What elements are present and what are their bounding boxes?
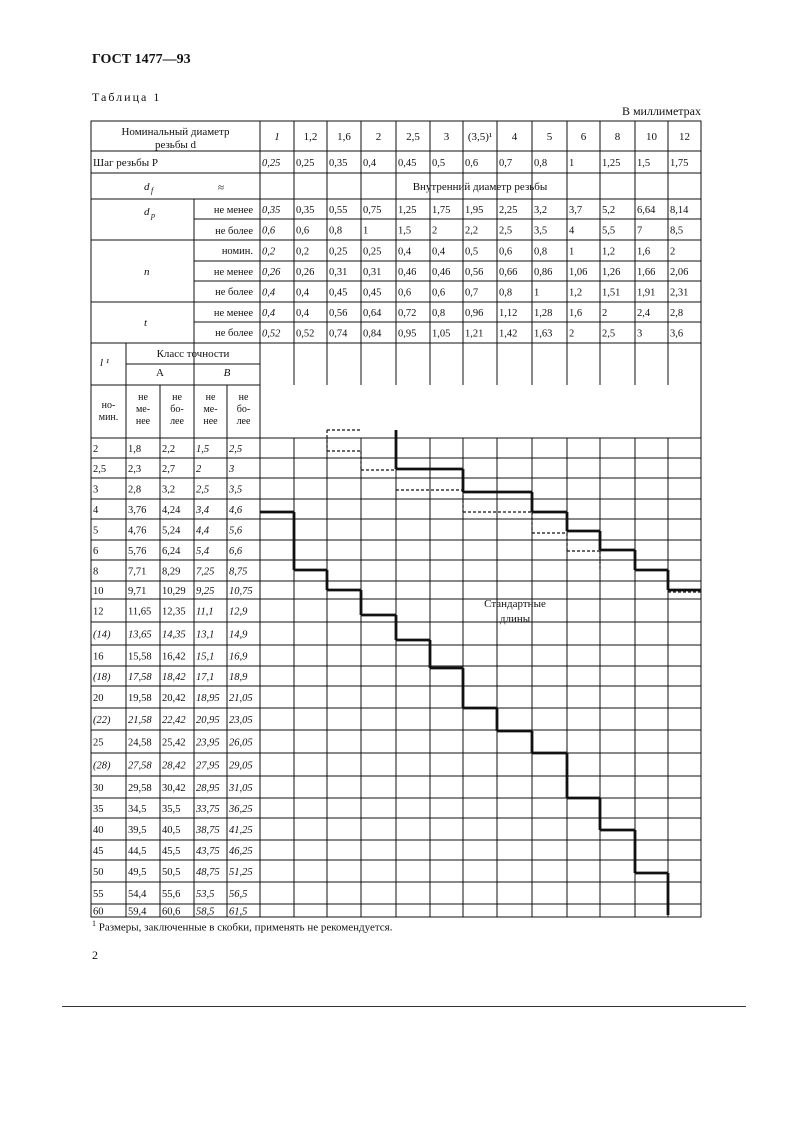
dp-min-value: 8,14 — [670, 205, 689, 216]
length-value: 18,9 — [229, 672, 248, 683]
min-label: не менее — [213, 205, 253, 216]
accuracy-class-label: Класс точности — [156, 348, 230, 360]
max-head: бо- — [236, 404, 251, 415]
t-max-value: 1,05 — [432, 328, 451, 340]
nominal-head: но- — [101, 400, 116, 411]
dp-min-value: 2,25 — [499, 205, 518, 216]
length-value: 49,5 — [128, 867, 147, 878]
nominal-diameter-header: резьбы d — [154, 139, 197, 151]
dp-max-value: 2,2 — [465, 225, 479, 237]
length-value: 15,1 — [196, 651, 215, 663]
length-value: 3,5 — [229, 484, 243, 496]
length-value: 5,24 — [162, 525, 181, 537]
diameter-value: 8 — [614, 131, 621, 143]
length-value: 13,65 — [128, 629, 152, 641]
length-value: 8,29 — [162, 566, 181, 578]
n-nominal-value: 0,2 — [296, 246, 310, 258]
length-value: 2,5 — [93, 464, 107, 475]
t-max-value: 0,95 — [398, 328, 417, 340]
n-min-value: 0,66 — [499, 267, 518, 278]
diameter-value: 5 — [546, 131, 553, 143]
n-nominal-value: 0,25 — [329, 246, 348, 258]
length-value: 29,05 — [229, 760, 253, 772]
pitch-value: 1,5 — [637, 158, 651, 169]
dp-max-value: 5,5 — [602, 225, 616, 237]
t-max-value: 0,52 — [296, 328, 315, 340]
length-value: 50,5 — [162, 867, 181, 878]
length-value: 10 — [93, 586, 104, 597]
n-max-value: 1,51 — [602, 287, 621, 299]
dp-max-value: 8,5 — [670, 225, 684, 237]
length-value: 23,95 — [196, 737, 220, 749]
class-a-label: А — [156, 367, 164, 379]
pitch-value: 0,7 — [499, 158, 513, 169]
t-min-value: 1,28 — [534, 308, 553, 319]
length-value: 48,75 — [196, 867, 220, 878]
length-value: 3,4 — [196, 505, 210, 516]
min-head: нее — [135, 416, 151, 427]
diameter-value: 6 — [580, 131, 587, 143]
length-value: 31,05 — [229, 783, 253, 794]
dp-max-value: 3,5 — [534, 225, 548, 237]
length-value: 2,3 — [128, 464, 142, 475]
dp-max-value: 1 — [363, 225, 369, 237]
length-value: 9,25 — [196, 586, 215, 597]
min-label: не менее — [213, 308, 253, 319]
dp-min-value: 1,75 — [432, 205, 451, 216]
length-value: 45,5 — [162, 846, 181, 857]
max-label: не более — [215, 287, 253, 298]
length-value: 10,75 — [229, 586, 253, 597]
nominal-diameter-header: Номинальный диаметр — [121, 126, 230, 138]
n-nominal-value: 1,2 — [602, 246, 616, 258]
max-head: бо- — [170, 404, 184, 415]
max-head: не — [172, 392, 182, 403]
dp-max-value: 4 — [569, 225, 575, 237]
pitch-label: Шаг резьбы P — [93, 157, 158, 169]
n-nominal-value: 0,25 — [363, 246, 382, 258]
length-value: (22) — [93, 715, 111, 726]
t-max-value: 0,84 — [363, 328, 382, 340]
diameter-value: 10 — [646, 131, 657, 143]
length-value: 40 — [93, 825, 104, 836]
n-max-value: 2,31 — [670, 287, 689, 299]
length-value: 3 — [229, 464, 235, 475]
length-value: 61,5 — [229, 906, 248, 918]
n-max-value: 0,7 — [465, 287, 479, 299]
max-label: не более — [215, 226, 253, 237]
length-value: 2,5 — [196, 484, 210, 496]
dp-max-value: 7 — [637, 225, 643, 237]
t-max-value: 2 — [569, 328, 575, 340]
n-min-value: 1,66 — [637, 267, 656, 278]
n-min-value: 0,46 — [398, 267, 417, 278]
dp-min-value: 0,75 — [363, 205, 382, 216]
pitch-value: 0,45 — [398, 158, 417, 169]
length-value: 30 — [93, 783, 104, 794]
length-value: 39,5 — [128, 825, 147, 836]
length-value: 26,05 — [229, 737, 253, 749]
length-value: 4,24 — [162, 505, 181, 516]
diameter-value: 1,2 — [303, 131, 318, 143]
t-min-value: 0,8 — [432, 308, 446, 319]
length-value: 8,75 — [229, 566, 248, 578]
length-value: 5 — [93, 525, 99, 537]
t-min-value: 0,96 — [465, 308, 484, 319]
units-label: В миллиметрах — [621, 104, 701, 118]
standard-lengths-label: Стандартные — [484, 598, 546, 610]
dp-max-value: 0,6 — [296, 225, 310, 237]
length-value: 16 — [93, 651, 104, 663]
class-b-label: В — [223, 367, 231, 379]
dp-min-value: 1,25 — [398, 205, 417, 216]
length-value: 5,76 — [128, 546, 147, 557]
n-min-value: 0,26 — [296, 267, 315, 278]
length-value: 4 — [93, 505, 99, 516]
length-value: 15,58 — [128, 651, 152, 663]
pitch-value: 0,25 — [296, 158, 315, 169]
pitch-value: 1,25 — [602, 158, 621, 169]
dp-max-value: 2,5 — [499, 225, 513, 237]
t-max-value: 3 — [637, 328, 643, 340]
length-value: 20,42 — [162, 693, 186, 704]
length-value: 2,2 — [162, 444, 176, 455]
length-value: 53,5 — [196, 889, 215, 900]
inner-diameter-label: Внутренний диаметр резьбы — [412, 181, 548, 193]
length-value: 27,58 — [128, 760, 152, 772]
dp-min-value: 0,35 — [296, 205, 315, 216]
n-label: n — [144, 266, 150, 278]
length-value: 34,5 — [128, 804, 147, 815]
approx-sign: ≈ — [218, 182, 225, 194]
length-value: 51,25 — [229, 867, 253, 878]
length-value: 2,7 — [162, 464, 176, 475]
length-value: 17,1 — [196, 672, 215, 683]
t-label: t — [144, 317, 148, 329]
length-value: 20,95 — [196, 715, 220, 726]
diameter-value: 2,5 — [406, 131, 420, 143]
n-min-value: 0,86 — [534, 267, 553, 278]
length-value: 36,25 — [229, 804, 253, 815]
length-value: 23,05 — [229, 715, 253, 726]
dp-max-value: 0,8 — [329, 225, 343, 237]
length-value: 6,6 — [229, 546, 243, 557]
t-min-value: 0,56 — [329, 308, 348, 319]
n-max-value: 0,8 — [499, 287, 513, 299]
n-max-value: 0,6 — [398, 287, 412, 299]
length-value: 35,5 — [162, 804, 181, 815]
n-max-value: 1 — [534, 287, 540, 299]
length-value: 43,75 — [196, 846, 220, 857]
length-value: 5,6 — [229, 525, 243, 537]
length-value: 7,25 — [196, 566, 215, 578]
length-value: 13,1 — [196, 629, 215, 641]
df-label: d — [144, 181, 150, 193]
length-value: 25,42 — [162, 737, 186, 749]
t-min-value: 2,4 — [637, 308, 651, 319]
dp-min-value: 3,2 — [534, 205, 548, 216]
n-max-value: 0,6 — [432, 287, 446, 299]
length-value: 9,71 — [128, 586, 147, 597]
length-value: 8 — [93, 566, 99, 578]
n-min-value: 2,06 — [670, 267, 689, 278]
pitch-value: 0,6 — [465, 158, 479, 169]
length-value: 14,9 — [229, 629, 248, 641]
length-value: 18,42 — [162, 672, 186, 683]
length-value: (14) — [93, 629, 111, 641]
length-value: 60,6 — [162, 906, 181, 918]
length-value: 28,95 — [196, 783, 220, 794]
length-value: 11,1 — [196, 606, 214, 618]
min-head: ме- — [203, 404, 218, 415]
length-value: 24,58 — [128, 737, 152, 749]
length-value: 7,71 — [128, 566, 147, 578]
n-nominal-value: 0,4 — [432, 246, 446, 258]
min-head: ме- — [135, 404, 151, 415]
length-value: 45 — [93, 846, 104, 857]
length-value: 40,5 — [162, 825, 181, 836]
footnote-text: Размеры, заключенные в скобки, применять не рекомендуется. — [98, 921, 393, 934]
length-value: 21,05 — [229, 693, 253, 704]
nominal-head: мин. — [98, 412, 119, 423]
footnote-mark: 1 — [92, 919, 96, 928]
diameter-value: 12 — [679, 131, 690, 143]
n-nominal-value: 1 — [569, 246, 575, 258]
dp-max-value: 1,5 — [398, 225, 412, 237]
min-head: нее — [203, 416, 218, 427]
t-max-value: 2,5 — [602, 328, 616, 340]
length-value: 55 — [93, 889, 104, 900]
length-value: 2 — [93, 444, 99, 455]
length-value: 20 — [93, 693, 104, 704]
n-min-value: 0,31 — [329, 267, 348, 278]
t-min-value: 2 — [602, 308, 608, 319]
t-max-value: 1,42 — [499, 328, 518, 340]
t-min-value: 1,6 — [569, 308, 583, 319]
t-min-value: 2,8 — [670, 308, 684, 319]
t-max-value: 0,52 — [262, 328, 281, 340]
length-value: 6 — [93, 546, 99, 557]
length-value: 27,95 — [196, 760, 220, 772]
n-min-value: 1,26 — [602, 267, 621, 278]
n-max-value: 0,4 — [262, 287, 276, 299]
length-value: 4,76 — [128, 525, 147, 537]
length-value: 12,9 — [229, 606, 248, 618]
dp-min-value: 6,64 — [637, 205, 656, 216]
length-value: 4,6 — [229, 505, 243, 516]
length-value: 60 — [93, 906, 104, 918]
max-label: не более — [215, 328, 253, 339]
length-value: 3,2 — [162, 484, 176, 496]
length-value: 21,58 — [128, 715, 152, 726]
dp-max-value: 2 — [432, 225, 438, 237]
length-value: 33,75 — [196, 804, 220, 815]
pitch-value: 0,25 — [262, 158, 281, 169]
document-header: ГОСТ 1477—93 — [92, 52, 191, 67]
t-min-value: 0,64 — [363, 308, 382, 319]
nominal-label: номин. — [221, 246, 253, 257]
length-value: 10,29 — [162, 586, 186, 597]
dp-min-value: 5,2 — [602, 205, 616, 216]
length-value: 59,4 — [128, 906, 147, 918]
n-nominal-value: 0,2 — [262, 246, 276, 258]
length-value: 11,65 — [128, 606, 152, 618]
bottom-rule — [62, 1006, 746, 1007]
t-min-value: 0,72 — [398, 308, 417, 319]
dp-max-value: 0,6 — [262, 225, 276, 237]
n-min-value: 0,26 — [262, 267, 281, 278]
length-value: 56,5 — [229, 889, 248, 900]
table-label: Таблица 1 — [92, 90, 162, 104]
length-value: 2,8 — [128, 484, 142, 496]
diameter-value: 1,6 — [337, 131, 351, 143]
length-value: 2,5 — [229, 444, 243, 455]
length-label: l ¹ — [100, 357, 110, 369]
dp-min-value: 1,95 — [465, 205, 484, 216]
diameter-value: 1 — [274, 131, 280, 143]
length-value: 4,4 — [196, 525, 210, 537]
length-value: 28,42 — [162, 760, 186, 772]
min-label: не менее — [213, 267, 253, 278]
t-max-value: 0,74 — [329, 328, 348, 340]
n-max-value: 1,91 — [637, 287, 656, 299]
n-nominal-value: 0,6 — [499, 246, 513, 258]
length-value: 35 — [93, 804, 104, 815]
length-value: 55,6 — [162, 889, 181, 900]
n-nominal-value: 0,5 — [465, 246, 479, 258]
diameter-value: 4 — [511, 131, 518, 143]
diameter-value: 3 — [443, 131, 450, 143]
length-value: 6,24 — [162, 546, 181, 557]
pitch-value: 1,75 — [670, 158, 689, 169]
n-nominal-value: 0,8 — [534, 246, 548, 258]
length-value: 50 — [93, 867, 104, 878]
length-value: 19,58 — [128, 693, 152, 704]
t-min-value: 0,4 — [262, 308, 276, 319]
n-max-value: 0,45 — [329, 287, 348, 299]
pitch-value: 1 — [569, 158, 575, 169]
diameter-value: 2 — [375, 131, 382, 143]
length-value: 1,5 — [196, 444, 210, 455]
length-value: 25 — [93, 737, 104, 749]
length-value: 29,58 — [128, 783, 152, 794]
length-value: 14,35 — [162, 629, 186, 641]
n-max-value: 1,2 — [569, 287, 583, 299]
length-value: 38,75 — [196, 825, 220, 836]
dp-label: d — [144, 206, 150, 218]
max-head: лее — [170, 416, 184, 427]
pitch-value: 0,35 — [329, 158, 348, 169]
t-max-value: 1,63 — [534, 328, 553, 340]
n-nominal-value: 0,4 — [398, 246, 412, 258]
page-number: 2 — [92, 948, 98, 962]
length-value: 3 — [93, 484, 99, 496]
n-max-value: 0,45 — [363, 287, 382, 299]
length-value: 22,42 — [162, 715, 186, 726]
t-min-value: 0,4 — [296, 308, 310, 319]
length-value: 54,4 — [128, 889, 147, 900]
dp-min-value: 0,35 — [262, 205, 281, 216]
standard-lengths-label: длины — [499, 613, 531, 625]
diameter-value: (3,5)¹ — [467, 131, 493, 143]
n-min-value: 0,31 — [363, 267, 382, 278]
n-nominal-value: 2 — [670, 246, 676, 258]
n-min-value: 0,56 — [465, 267, 484, 278]
length-value: 44,5 — [128, 846, 147, 857]
dp-min-value: 3,7 — [569, 205, 583, 216]
t-max-value: 3,6 — [670, 328, 684, 340]
min-head: не — [205, 392, 216, 403]
pitch-value: 0,4 — [363, 158, 377, 169]
length-value: 46,25 — [229, 846, 253, 857]
dp-subscript: p — [151, 211, 155, 220]
min-head: не — [138, 392, 148, 403]
max-head: не — [238, 392, 249, 403]
length-value: 12,35 — [162, 606, 186, 618]
length-value: 1,8 — [128, 444, 142, 455]
n-min-value: 0,46 — [432, 267, 451, 278]
dp-min-value: 0,55 — [329, 205, 348, 216]
length-value: 2 — [196, 464, 202, 475]
n-nominal-value: 1,6 — [637, 246, 651, 258]
length-value: 12 — [93, 606, 104, 618]
length-value: 16,42 — [162, 651, 186, 663]
length-value: 17,58 — [128, 672, 152, 683]
length-value: 16,9 — [229, 651, 248, 663]
n-min-value: 1,06 — [569, 267, 588, 278]
length-value: 18,95 — [196, 693, 220, 704]
pitch-value: 0,8 — [534, 158, 548, 169]
length-value: 30,42 — [162, 783, 186, 794]
length-value: 5,4 — [196, 546, 210, 557]
length-value: (28) — [93, 760, 111, 772]
n-max-value: 0,4 — [296, 287, 310, 299]
max-head: лее — [236, 416, 251, 427]
t-max-value: 1,21 — [465, 328, 484, 340]
length-value: (18) — [93, 672, 111, 683]
length-value: 41,25 — [229, 825, 253, 836]
t-min-value: 1,12 — [499, 308, 518, 319]
length-value: 58,5 — [196, 906, 215, 918]
pitch-value: 0,5 — [432, 158, 446, 169]
length-value: 3,76 — [128, 505, 147, 516]
df-subscript: f — [151, 186, 154, 195]
footnote — [92, 919, 702, 934]
